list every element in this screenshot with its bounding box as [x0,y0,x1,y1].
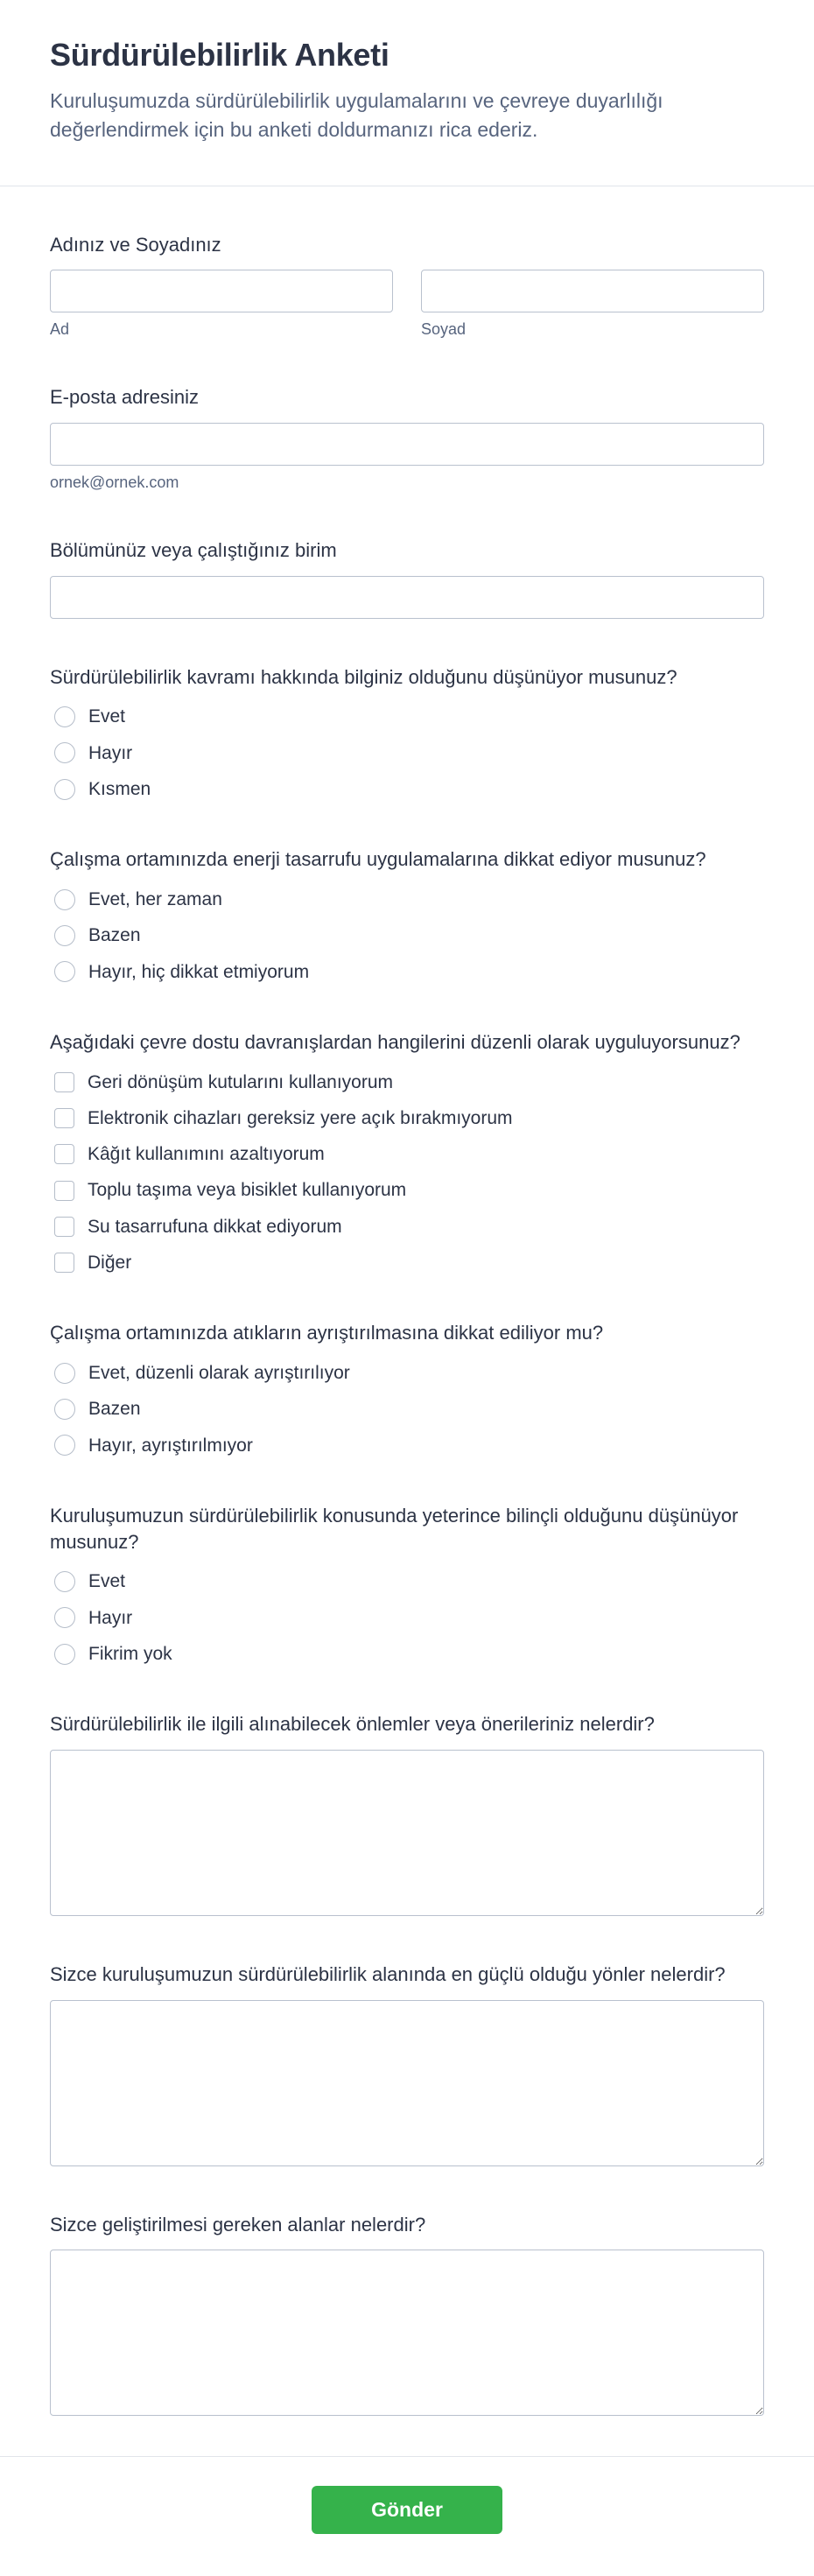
radio-icon[interactable] [54,925,75,946]
option-label: Diğer [88,1253,132,1274]
option-label: Hayır [88,1607,133,1628]
option-label: Kısmen [88,779,151,800]
checkbox-option[interactable] [54,1106,764,1130]
option-label: Hayır, ayrıştırılmıyor [88,1435,253,1456]
question-strengths [50,1962,764,2166]
submit-button[interactable]: Gönder [312,2486,502,2534]
radio-icon[interactable] [54,706,75,727]
radio-icon[interactable] [54,1571,75,1592]
checkbox-option[interactable] [54,1142,764,1166]
checkbox-icon[interactable] [54,1253,74,1273]
radio-option[interactable] [54,1361,764,1385]
question-label: Bölümünüz veya çalıştığınız birim [50,539,337,562]
question-department [50,537,764,619]
option-label: Kâğıt kullanımını azaltıyorum [88,1144,325,1165]
question-waste-separation [50,1320,764,1457]
option-label: Toplu taşıma veya bisiklet kullanıyorum [88,1180,407,1201]
radio-icon[interactable] [54,889,75,910]
option-label: Evet [88,706,126,727]
checkbox-icon[interactable] [54,1108,74,1128]
strengths-textarea[interactable] [50,2000,764,2166]
radio-icon[interactable] [54,1399,75,1420]
first-name-input[interactable] [50,270,393,312]
radio-group [50,705,764,801]
question-label: Aşağıdaki çevre dostu davranışlardan hangilerini düzenli olarak uyguluyorsunuz? [50,1030,740,1053]
question-email [50,384,764,492]
radio-option[interactable] [54,705,764,728]
option-label: Hayır, hiç dikkat etmiyorum [88,961,310,982]
question-eco-actions [50,1029,764,1274]
checkbox-option[interactable] [54,1178,764,1202]
checkbox-option[interactable] [54,1070,764,1094]
option-label: Evet [88,1571,126,1592]
last-name-sublabel: Soyad [421,320,467,339]
question-label: Sürdürülebilirlik kavramı hakkında bilginiz olduğunu düşünüyor musunuz? [50,665,677,688]
department-input[interactable] [50,576,764,619]
radio-option[interactable] [54,1434,764,1457]
radio-group [50,1569,764,1666]
question-label: Çalışma ortamınızda enerji tasarrufu uygulamalarına dikkat ediyor musunuz? [50,848,706,871]
question-suggestions [50,1711,764,1916]
form-header [50,37,764,145]
form-description: Kuruluşumuzda sürdürülebilirlik uygulamalarını ve çevreye duyarlılığı değerlendirmek için bu anketi doldurmanızı rica ederiz. [50,89,663,142]
radio-icon[interactable] [54,1363,75,1384]
radio-icon[interactable] [54,1435,75,1456]
question-label: E-posta adresiniz [50,386,199,409]
option-label: Fikrim yok [88,1643,172,1664]
radio-option[interactable] [54,960,764,984]
question-label: Kuruluşumuzun sürdürülebilirlik konusunda yeterince bilinçli olduğunu düşünüyor musunuz? [50,1504,739,1553]
checkbox-icon[interactable] [54,1072,74,1092]
checkbox-icon[interactable] [54,1144,74,1164]
radio-icon[interactable] [54,779,75,800]
question-label: Sizce geliştirilmesi gereken alanlar nelerdir? [50,2213,426,2236]
question-label: Sizce kuruluşumuzun sürdürülebilirlik alanında en güçlü olduğu yönler nelerdir? [50,1962,726,1985]
improvements-textarea[interactable] [50,2250,764,2416]
checkbox-icon[interactable] [54,1181,74,1201]
radio-option[interactable] [54,741,764,765]
first-name-col [50,270,393,339]
radio-icon[interactable] [54,742,75,763]
radio-option[interactable] [54,777,764,801]
checkbox-option[interactable] [54,1251,764,1274]
radio-option[interactable] [54,923,764,947]
option-label: Evet, her zaman [88,889,222,910]
radio-option[interactable] [54,1569,764,1593]
email-sublabel: ornek@ornek.com [50,474,179,492]
email-input[interactable] [50,423,764,466]
suggestions-textarea[interactable] [50,1750,764,1916]
option-label: Bazen [88,1399,141,1420]
option-label: Geri dönüşüm kutularını kullanıyorum [88,1071,393,1092]
radio-group [50,888,764,984]
first-name-sublabel: Ad [50,320,70,339]
form-footer [50,2457,764,2576]
question-label: Adınız ve Soyadınız [50,233,221,256]
option-label: Elektronik cihazları gereksiz yere açık bırakmıyorum [88,1107,513,1128]
radio-icon[interactable] [54,961,75,982]
checkbox-option[interactable] [54,1215,764,1239]
radio-group [50,1361,764,1457]
last-name-input[interactable] [421,270,764,312]
radio-icon[interactable] [54,1644,75,1665]
last-name-col [421,270,764,339]
name-inputs-row [50,270,764,339]
option-label: Bazen [88,925,141,946]
option-label: Hayır [88,742,133,763]
radio-icon[interactable] [54,1607,75,1628]
question-knowledge [50,664,764,802]
form-title: Sürdürülebilirlik Anketi [50,37,389,73]
question-improvements [50,2212,764,2417]
radio-option[interactable] [54,1397,764,1421]
radio-option[interactable] [54,1642,764,1666]
option-label: Su tasarrufuna dikkat ediyorum [88,1216,342,1237]
question-label: Çalışma ortamınızda atıkların ayrıştırılmasına dikkat ediliyor mu? [50,1322,604,1344]
radio-option[interactable] [54,1606,764,1630]
checkbox-group [50,1070,764,1275]
question-energy-saving [50,846,764,984]
question-org-awareness [50,1503,764,1666]
radio-option[interactable] [54,888,764,911]
checkbox-icon[interactable] [54,1217,74,1237]
question-label: Sürdürülebilirlik ile ilgili alınabilecek önlemler veya önerileriniz nelerdir? [50,1713,655,1736]
option-label: Evet, düzenli olarak ayrıştırılıyor [88,1363,350,1384]
question-full-name [50,232,764,340]
